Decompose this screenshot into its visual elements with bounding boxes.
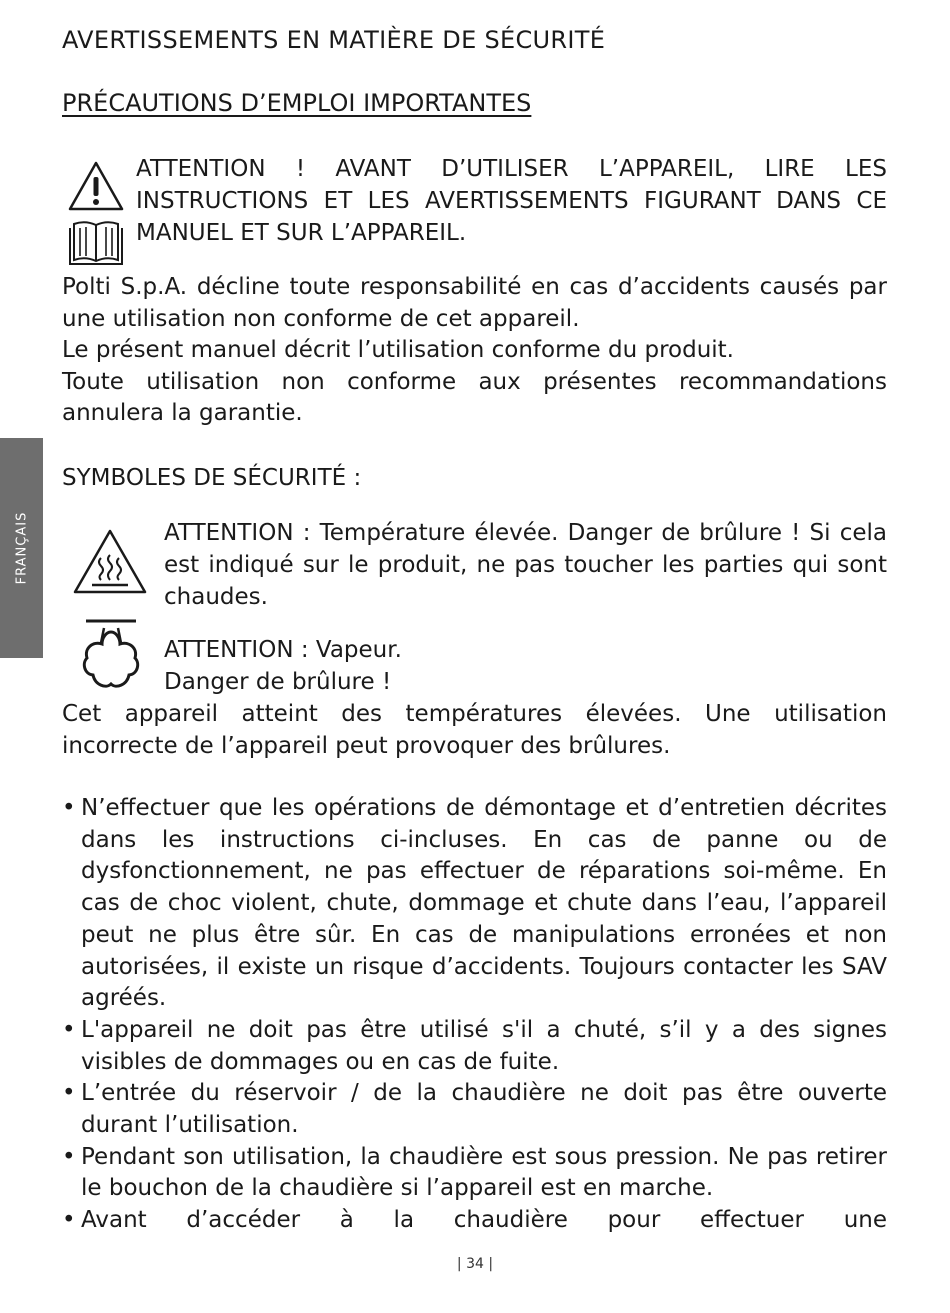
list-item: • L'appareil ne doit pas être utilisé s'il a chuté, s’il y a des signes visibles de dommages ou en cas de fuite. [62, 1015, 887, 1078]
subsection-title: PRÉCAUTIONS D’EMPLOI IMPORTANTES [62, 89, 532, 117]
steam-text [164, 634, 887, 698]
intro-paragraph: Polti S.p.A. décline toute responsabilité en cas d’accidents causés par une utilisation non conforme de cet appareil. [62, 274, 887, 332]
warning-triangle-icon [67, 160, 125, 212]
section-title: AVERTISSEMENTS EN MATIÈRE DE SÉCURITÉ [62, 26, 606, 54]
symbols-heading: SYMBOLES DE SÉCURITÉ : [62, 465, 362, 491]
list-item: • L’entrée du réservoir / de la chaudière ne doit pas être ouverte durant l’utilisation. [62, 1078, 887, 1141]
language-label: FRANÇAIS [14, 511, 29, 585]
intro-paragraph: Toute utilisation non conforme aux présentes recommandations annulera la garantie. [62, 368, 887, 427]
hot-surface-icon [72, 528, 148, 596]
steam-icon [80, 618, 142, 692]
warning-box-text: ATTENTION ! AVANT D’UTILISER L’APPAREIL, LIRE LES INSTRUCTIONS ET LES AVERTISSEMENTS FIGURANT DANS CE MANUEL ET SUR L’APPAREIL. [136, 156, 887, 246]
list-item: • Pendant son utilisation, la chaudière est sous pression. Ne pas retirer le bouchon de la chaudière si l’appareil est en marche. [62, 1142, 887, 1205]
safety-bullet-list [62, 793, 887, 1237]
list-item: • N’effectuer que les opérations de démontage et d’entretien décrites dans les instructions ci-incluses. En cas de panne ou de dysfonctionnement, ne pas effectuer de réparations soi-même. En cas de choc violent, chute, dommage et chute dans l’eau, l’appareil peut ne plus être sûr. En cas de manipulations erronées et non autorisées, il existe un risque d’accidents. Toujours contacter les SAV agréés. [62, 793, 887, 1015]
steam-line-1: ATTENTION : Vapeur. [164, 637, 402, 663]
manual-book-icon [66, 218, 126, 268]
steam-line-2: Danger de brûlure ! [164, 669, 392, 695]
list-item: • Avant d’accéder à la chaudière pour effectuer une [62, 1205, 887, 1237]
intro-block [62, 272, 887, 430]
intro-paragraph: Le présent manuel décrit l’utilisation conforme du produit. [62, 337, 734, 364]
hot-surface-text: ATTENTION : Température élevée. Danger de brûlure ! Si cela est indiqué sur le produit, ne pas toucher les parties qui sont chaudes. [164, 520, 887, 610]
language-side-tab [0, 438, 43, 658]
steam-paragraph: Cet appareil atteint des températures élevées. Une utilisation incorrecte de l’appareil peut provoquer des brûlures. [62, 701, 887, 759]
page-number: | 34 | [456, 1256, 494, 1272]
